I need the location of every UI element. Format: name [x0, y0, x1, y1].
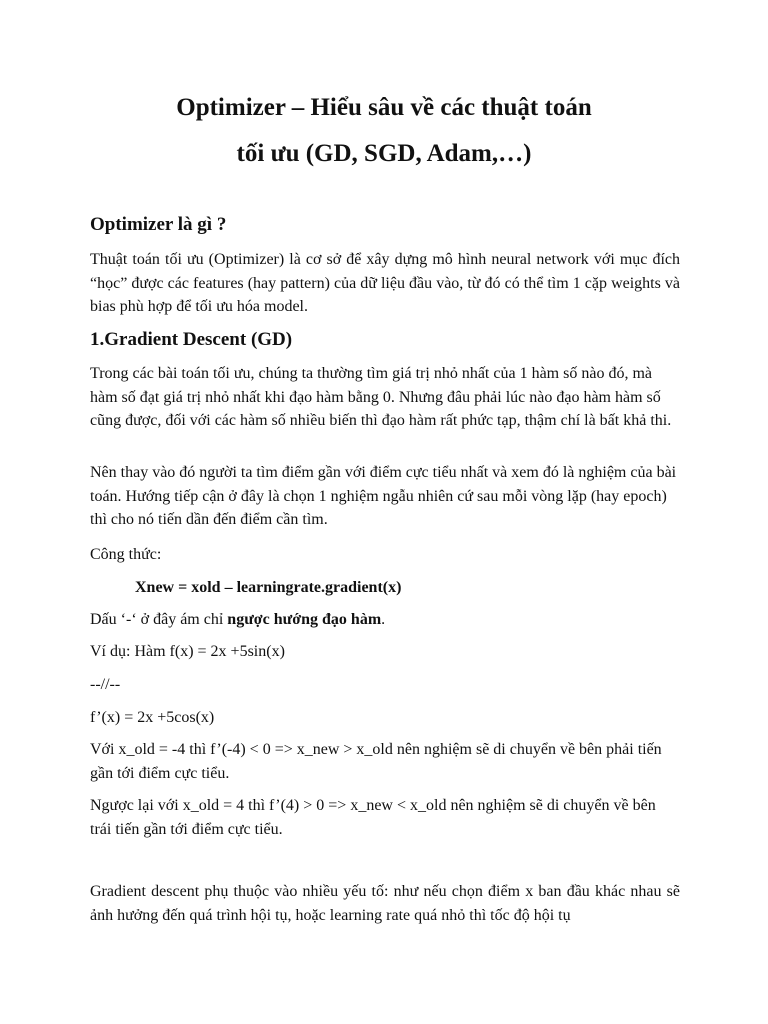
document-title-line-2: tối ưu (GD, SGD, Adam,…) — [236, 140, 532, 167]
document-title-line-1: Optimizer – Hiểu sâu về các thuật toán — [176, 94, 592, 121]
section-heading-optimizer: Optimizer là gì ? — [90, 214, 227, 235]
section-heading-gradient-descent: 1.Gradient Descent (GD) — [90, 329, 293, 350]
paragraph-gd-approach: Nên thay vào đó người ta tìm điểm gần với điểm cực tiểu nhất và xem đó là nghiệm của bài toán. Hướng tiếp cận ở đây là chọn 1 nghiệm ngẫu nhiên cứ sau mỗi vòng lặp (hay epoch) thì cho nó tiến dần đến điểm cần tìm. — [90, 464, 677, 528]
minus-sign-emphasis: ngược hướng đạo hàm — [227, 611, 382, 628]
example-case-positive: Ngược lại với x_old = 4 thì f’(4) > 0 => x_new < x_old nên nghiệm sẽ di chuyển về bên trái tiến gần tới điểm cực tiểu. — [90, 797, 656, 838]
minus-sign-explanation — [90, 608, 385, 632]
minus-sign-text: Dấu ‘-‘ ở đây ám chỉ — [90, 611, 228, 628]
formula-label: Công thức: — [90, 546, 162, 563]
derivative-function: f’(x) = 2x +5cos(x) — [90, 709, 215, 726]
paragraph-optimizer-definition: Thuật toán tối ưu (Optimizer) là cơ sở để xây dựng mô hình neural network với mục đích “học” được các features (hay pattern) của dữ liệu đầu vào, từ đó có thể tìm 1 cặp weights và bias phù hợp để tối ưu hóa model. — [90, 251, 680, 315]
paragraph-gd-factors: Gradient descent phụ thuộc vào nhiều yếu tố: như nếu chọn điểm x ban đầu khác nhau sẽ ảnh hưởng đến quá trình hội tụ, hoặc learning rate quá nhỏ thì tốc độ hội tụ — [90, 883, 680, 924]
separator-text: --//-- — [90, 676, 121, 693]
example-function: Ví dụ: Hàm f(x) = 2x +5sin(x) — [90, 643, 285, 660]
minus-sign-period: . — [381, 611, 386, 628]
formula: Xnew = xold – learningrate.gradient(x) — [135, 579, 402, 596]
paragraph-gd-intro: Trong các bài toán tối ưu, chúng ta thường tìm giá trị nhỏ nhất của 1 hàm số nào đó, mà hàm số đạt giá trị nhỏ nhất khi đạo hàm bằng 0. Nhưng đâu phải lúc nào đạo hàm hàm số cũng được, đối với các hàm số nhiều biến thì đạo hàm rất phức tạp, thậm chí là bất khả thi. — [90, 365, 672, 429]
example-case-negative: Với x_old = -4 thì f’(-4) < 0 => x_new > x_old nên nghiệm sẽ di chuyển về bên phải tiến gần tới điểm cực tiểu. — [90, 741, 662, 782]
